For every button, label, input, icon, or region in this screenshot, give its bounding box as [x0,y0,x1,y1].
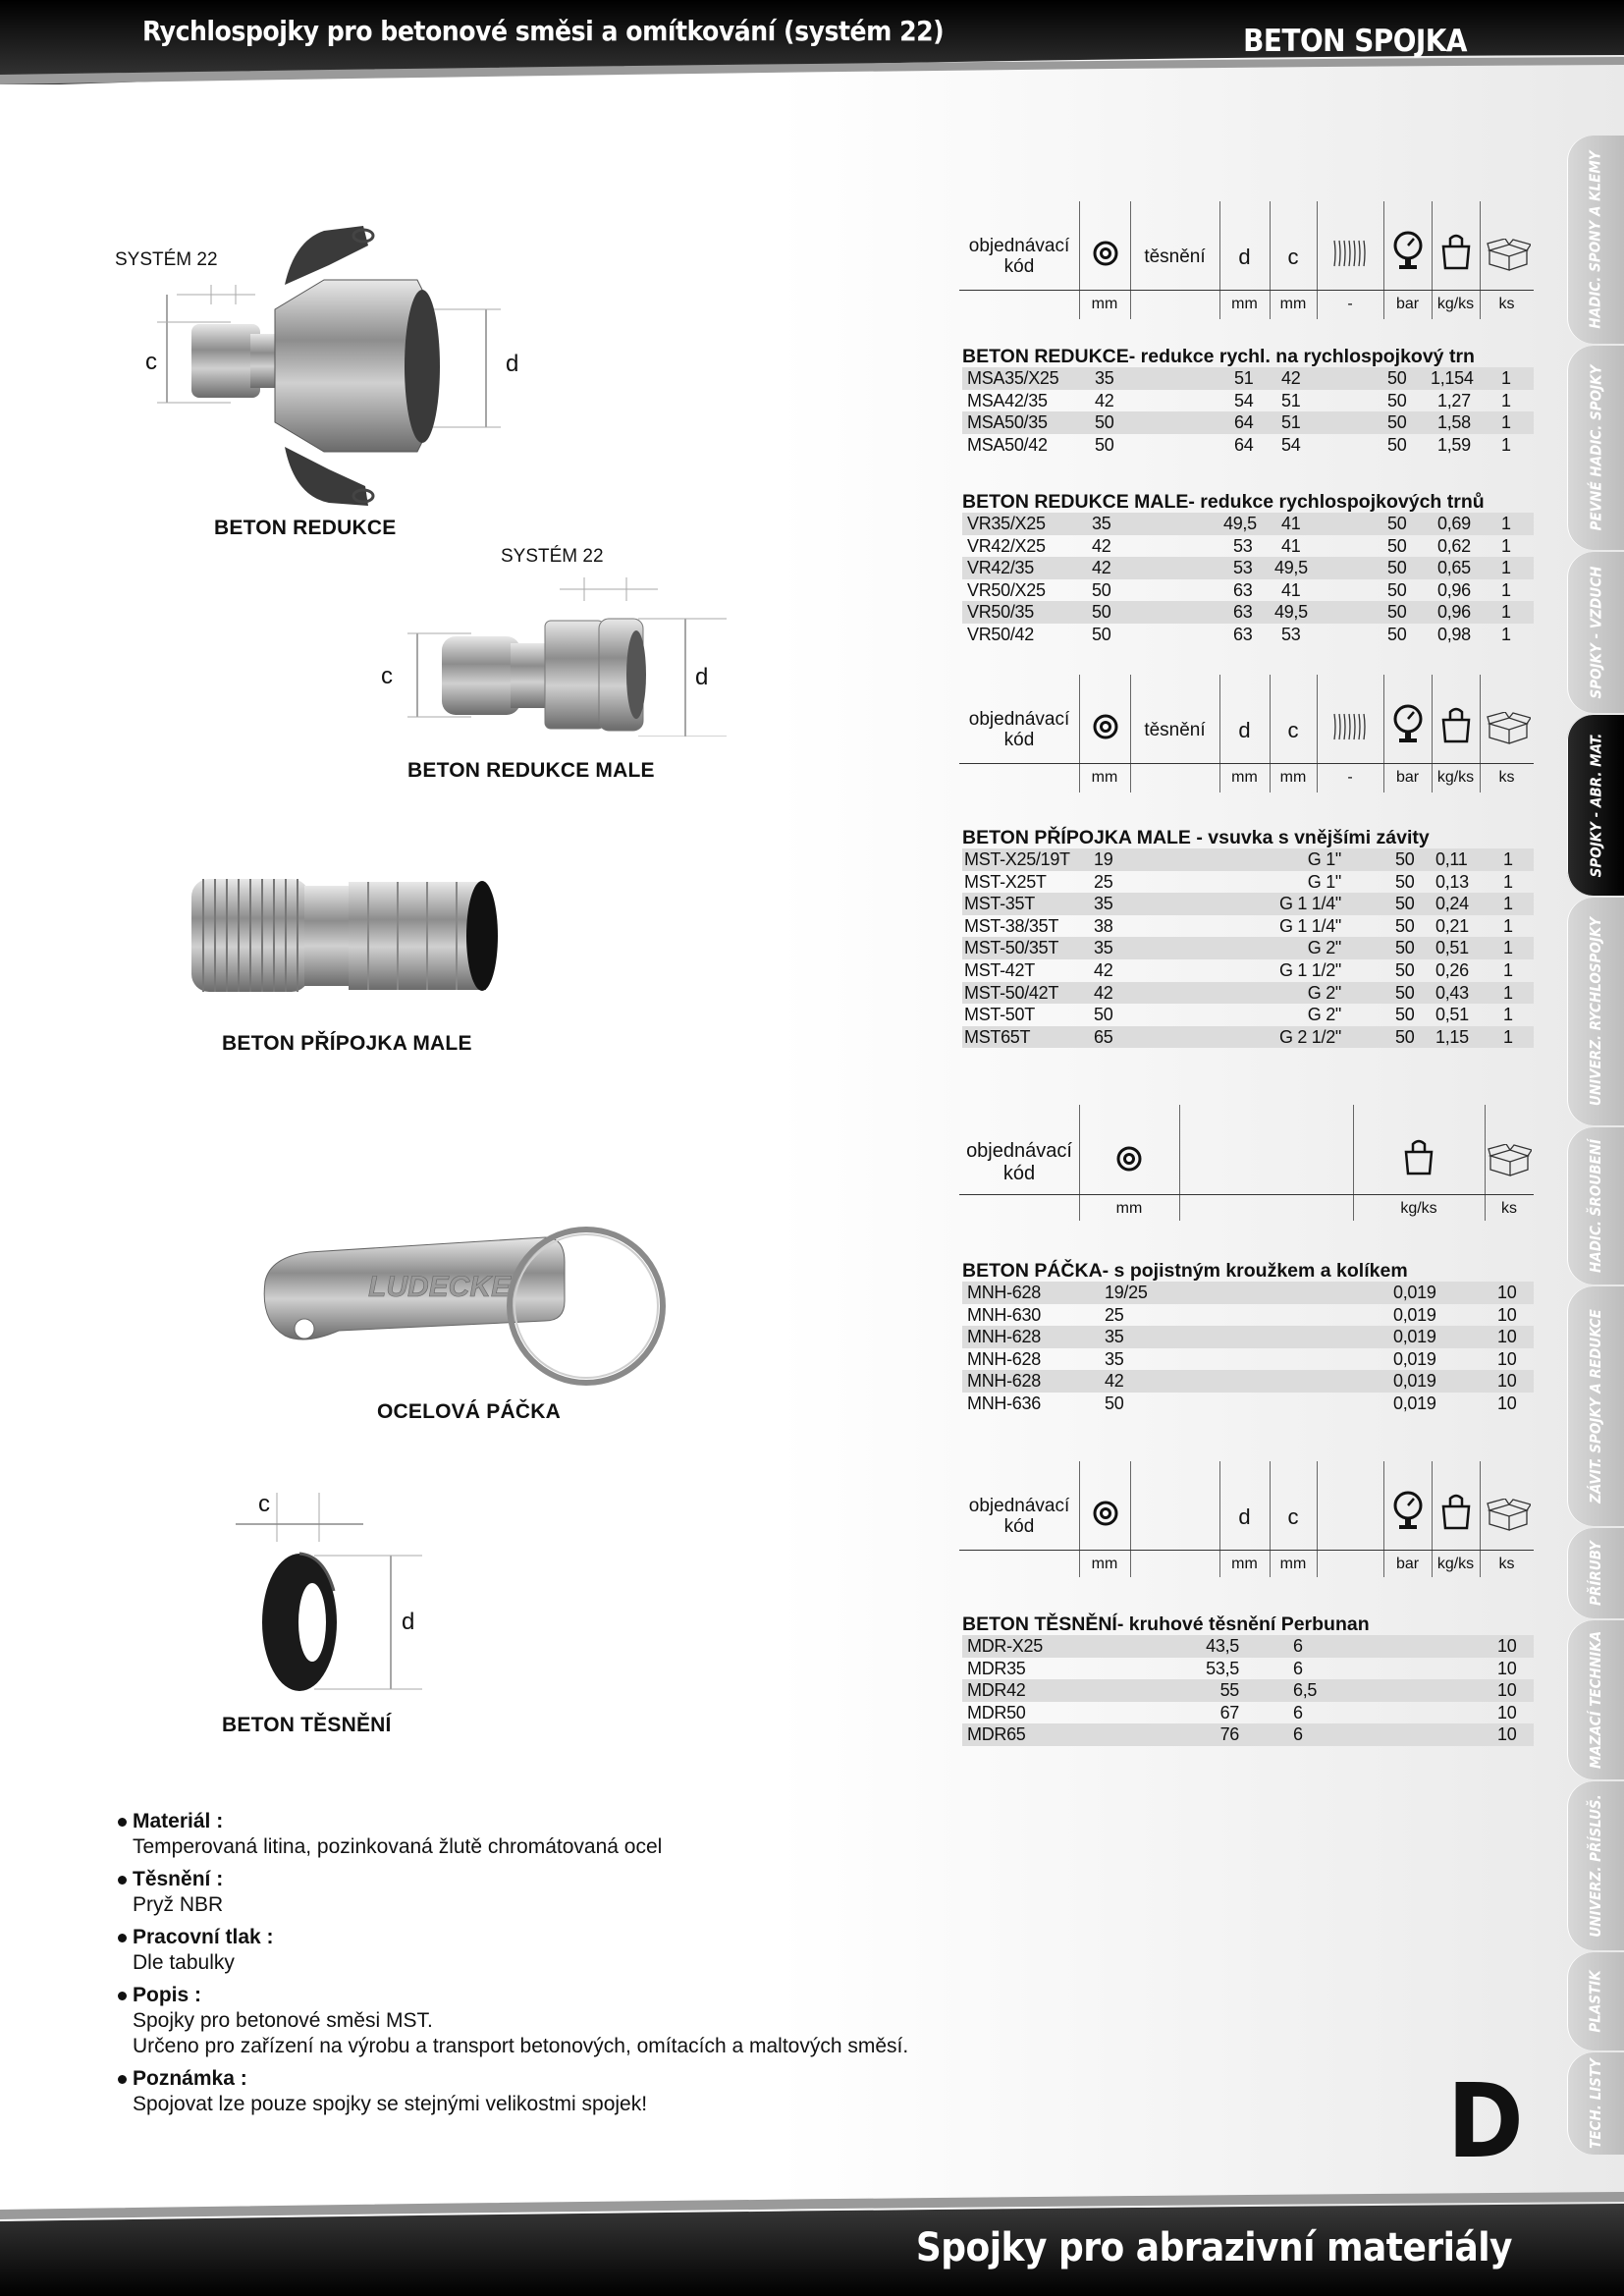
table-row: MNH-628 42 0,019 10 [962,1370,1534,1393]
package-box-icon [1486,712,1531,745]
pressure-gauge-icon [1391,1491,1425,1530]
product-notes [118,1809,1001,2124]
table-title: BETON REDUKCE- redukce rychl. na rychlospojkový trn [962,346,1475,367]
table-title: BETON PŘÍPOJKA MALE - vsuvka s vnějšími závity [962,827,1430,848]
table-row: MDR42 55 6,5 10 [962,1679,1534,1702]
page-title: Rychlospojky pro betonové směsi a omítkování (systém 22) [142,15,945,47]
table-title: BETON PÁČKA- s pojistným kroužkem a kolíkem [962,1260,1408,1282]
header-seal: těsnění [1144,720,1206,740]
note-text: Pryž NBR [133,1893,224,1916]
note-pressure [118,1925,1001,1976]
header-code: objednávací kód [966,1140,1072,1184]
table-row: MDR-X25 43,5 6 10 [962,1635,1534,1658]
tab-label: SPOJKY - VZDUCH [1587,566,1604,699]
header-d: d [1238,718,1251,742]
weight-bag-icon [1440,233,1472,270]
unit: ks [1501,1200,1517,1217]
table-row: MST65T 65 G 2 1/2" 50 1,15 1 [962,1026,1534,1049]
diameter-icon [1091,1499,1120,1528]
unit: kg/ks [1436,769,1475,786]
unit: ks [1498,1556,1515,1572]
table-row: VR50/35 50 63 49,5 50 0,96 1 [962,601,1534,624]
package-box-icon [1486,239,1531,272]
tab-label: UNIVERZ. PŘÍSLUŠ. [1587,1794,1605,1938]
tab-label: UNIVERZ. RYCHLOSPOJKY [1587,916,1604,1107]
table-body [962,513,1534,646]
table-row: MST-50T 50 G 2" 50 0,51 1 [964,1005,1513,1025]
table-row: MSA50/42 50 64 54 50 1,59 1 [967,434,1511,455]
page-header [0,0,1624,84]
header-d: d [1238,1504,1251,1529]
table-body [962,367,1534,456]
note-text: Spojky pro betonové směsi MST. [133,2009,433,2032]
product-label: BETON REDUKCE MALE [407,759,655,782]
tab-label: TECH. LISTY [1587,2058,1605,2149]
product-label: BETON REDUKCE [214,517,397,539]
dimension-d: d [402,1609,415,1635]
unit: kg/ks [1436,1556,1475,1572]
weight-bag-icon [1440,1493,1472,1530]
note-material [118,1809,1001,1860]
table-title: BETON TĚSNĚNÍ- kruhové těsnění Perbunan [962,1613,1370,1635]
dimension-c: c [258,1491,270,1517]
beton-redukce-image [137,226,511,511]
unit: mm [1279,296,1307,312]
note-text: Spojovat lze pouze spojky se stejnými velikostmi spojek! [133,2093,648,2115]
unit: kg/ks [1400,1200,1437,1217]
brand-text: LUDECKE [368,1271,512,1303]
unit: ks [1498,769,1515,786]
table-row: MNH-628 35 0,019 10 [967,1348,1517,1369]
diameter-icon [1091,239,1120,268]
unit: mm [1279,769,1307,786]
table-row: MST-50/35T 35 G 2" 50 0,51 1 [962,937,1534,959]
table-row: MDR35 53,5 6 10 [967,1658,1517,1678]
tab-mazaci-technika[interactable] [1567,1620,1624,1779]
table-title: BETON REDUKCE MALE- redukce rychlospojkových trnů [962,491,1485,513]
ocelova-packa-image [250,1223,692,1390]
unit: bar [1395,1556,1420,1572]
pressure-gauge-icon [1391,231,1425,270]
tab-label: MAZACÍ TECHNIKA [1587,1630,1605,1770]
table-row: VR35/X25 35 49,5 41 50 0,69 1 [962,513,1534,535]
spec-header-tesneni [959,1461,1534,1577]
unit: mm [1091,1556,1118,1572]
tab-univerz-rychlospojky[interactable] [1567,898,1624,1125]
unit: mm [1091,769,1118,786]
tab-spojky-abr-mat[interactable] [1567,715,1624,896]
weight-bag-icon [1403,1138,1435,1175]
table-row: VR42/35 42 53 49,5 50 0,65 1 [962,557,1534,579]
header-c: c [1287,245,1299,269]
system-label: SYSTÉM 22 [115,249,218,270]
unit: mm [1231,296,1258,312]
header-seal: těsnění [1144,246,1206,267]
header-code: objednávací kód [968,236,1070,277]
table-row: MDR50 67 6 10 [967,1702,1517,1722]
table-body [962,848,1534,1048]
thread-icon [1330,710,1370,743]
product-label: BETON TĚSNĚNÍ [222,1714,392,1736]
header-code: objednávací kód [968,1496,1070,1537]
table-beton-redukce-male [962,491,1534,646]
unit: mm [1279,1556,1307,1572]
note-heading: Materiál : [118,1809,1001,1834]
beton-redukce-male-image [373,570,736,737]
unit: - [1347,769,1353,786]
header-d: d [1238,245,1251,269]
unit: mm [1231,1556,1258,1572]
table-row: MSA35/X25 35 51 42 50 1,154 1 [962,367,1534,390]
dimension-d: d [506,351,519,377]
tab-spojky-vzduch[interactable] [1567,552,1624,713]
table-row: MNH-628 35 0,019 10 [962,1326,1534,1348]
table-row: MST-42T 42 G 1 1/2" 50 0,26 1 [964,959,1513,980]
tab-label: SPOJKY - ABR. MAT. [1587,733,1605,878]
beton-tesneni-image [226,1493,442,1699]
note-seal [118,1867,1001,1918]
tab-label: HADIC. SPONY A KLEMY [1587,150,1604,329]
tab-label: PŘÍRUBY [1587,1541,1605,1606]
table-row: VR50/42 50 63 53 50 0,98 1 [967,624,1511,644]
table-row: MST-35T 35 G 1 1/4" 50 0,24 1 [962,893,1534,915]
table-row: MDR65 76 6 10 [962,1723,1534,1746]
unit: bar [1395,769,1420,786]
tab-tech-listy[interactable] [1567,2052,1624,2155]
weight-bag-icon [1440,706,1472,743]
unit: mm [1115,1200,1143,1217]
unit: bar [1395,296,1420,312]
unit: - [1347,296,1353,312]
header-code: objednávací kód [968,709,1070,750]
pressure-gauge-icon [1391,704,1425,743]
dimension-d: d [695,664,709,690]
spec-header-redukce [959,201,1534,319]
unit: ks [1498,296,1515,312]
table-row: MNH-628 19/25 0,019 10 [962,1282,1534,1304]
table-body [962,1282,1534,1415]
beton-pripojka-male-image [182,864,506,1011]
unit: kg/ks [1436,296,1475,312]
thread-icon [1330,237,1370,270]
table-row: VR42/X25 42 53 41 50 0,62 1 [967,535,1511,556]
table-row: MST-38/35T 38 G 1 1/4" 50 0,21 1 [964,915,1513,936]
section-title: BETON SPOJKA [1243,24,1467,59]
spec-header-pripojka [959,675,1534,793]
table-row: MNH-630 25 0,019 10 [967,1304,1517,1325]
table-body [962,1635,1534,1746]
tab-hadic-sroubeni[interactable] [1567,1127,1624,1285]
header-c: c [1287,1504,1299,1529]
page-footer [0,2192,1624,2296]
tab-label: PLASTIK [1587,1970,1604,2033]
spec-header-packa [959,1105,1534,1221]
table-row: MSA50/35 50 64 51 50 1,58 1 [962,411,1534,434]
diameter-icon [1114,1144,1144,1174]
table-row: MST-X25/19T 19 G 1" 50 0,11 1 [962,848,1534,871]
diameter-icon [1091,712,1120,741]
dimension-c: c [145,349,157,375]
note-heading: Těsnění : [118,1867,1001,1892]
tab-hadic-spony[interactable] [1567,136,1624,344]
footer-title: Spojky pro abrazivní materiály [915,2225,1512,2270]
note-remark [118,2066,1001,2117]
tab-label: ZÁVIT. SPOJKY A REDUKCE [1587,1309,1604,1503]
chapter-letter: D [1447,2061,1524,2181]
table-row: VR50/X25 50 63 41 50 0,96 1 [967,579,1511,600]
note-text: Dle tabulky [133,1951,235,1974]
table-row: MNH-636 50 0,019 10 [967,1393,1517,1413]
table-row: MSA42/35 42 54 51 50 1,27 1 [967,390,1511,410]
tab-univerz-prislus[interactable] [1567,1781,1624,1950]
note-text: Temperovaná litina, pozinkovaná žlutě chromátovaná ocel [133,1835,663,1858]
package-box-icon [1486,1499,1531,1532]
table-beton-tesneni [962,1613,1534,1746]
unit: mm [1231,769,1258,786]
table-beton-pripojka-male [962,827,1534,1048]
dimension-c: c [381,663,393,689]
package-box-icon [1487,1144,1532,1177]
tab-label: HADIC. ŠROUBENÍ [1587,1138,1605,1274]
tab-pevne-hadic-spojky[interactable] [1567,346,1624,550]
note-description [118,1983,1001,2059]
note-heading: Popis : [118,1983,1001,2008]
note-text: Určeno pro zařízení na výrobu a transport betonových, omítacích a maltových směsí. [133,2035,909,2057]
unit: mm [1091,296,1118,312]
table-row: MST-50/42T 42 G 2" 50 0,43 1 [962,982,1534,1005]
tab-label: PEVNÉ HADIC. SPOJKY [1587,364,1604,531]
header-c: c [1287,718,1299,742]
table-beton-redukce [962,346,1534,456]
tab-plastik[interactable] [1567,1952,1624,2050]
product-label: BETON PŘÍPOJKA MALE [222,1032,472,1055]
tab-priruby[interactable] [1567,1528,1624,1618]
product-label: OCELOVÁ PÁČKA [377,1400,561,1423]
system-label: SYSTÉM 22 [501,546,604,567]
table-row: MST-X25T 25 G 1" 50 0,13 1 [964,871,1513,892]
tab-zavit-spojky[interactable] [1567,1286,1624,1526]
note-heading: Pracovní tlak : [118,1925,1001,1950]
table-beton-packa [962,1260,1534,1415]
note-heading: Poznámka : [118,2066,1001,2092]
